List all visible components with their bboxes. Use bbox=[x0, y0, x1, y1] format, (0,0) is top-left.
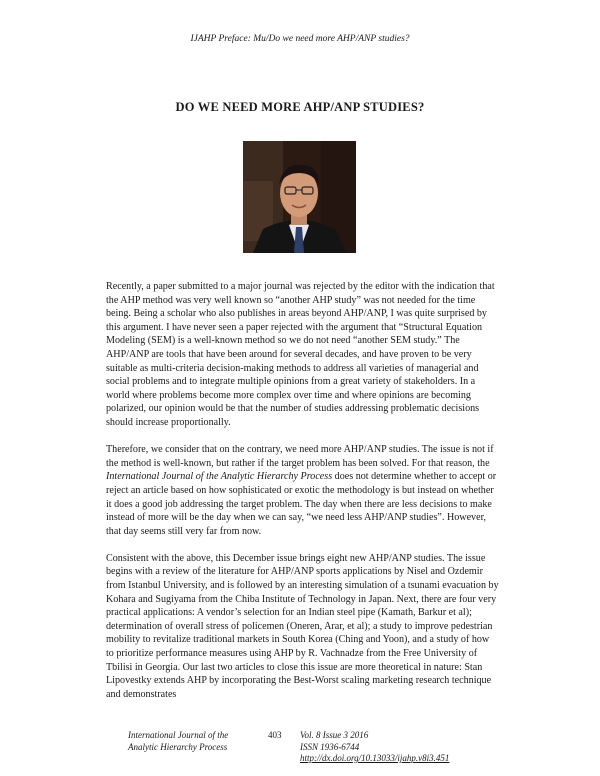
doi-link[interactable]: http://dx.doi.org/10.13033/ijahp.v8i3.451 bbox=[300, 753, 450, 763]
footer-journal-line1: International Journal of the bbox=[128, 730, 229, 740]
paragraph-2-part-a: Therefore, we consider that on the contrary, we need more AHP/ANP studies. The issue is not if the method is well-known, but rather if the target problem has been solved. For that reason, the bbox=[106, 444, 494, 469]
footer-volume-info bbox=[300, 730, 449, 765]
page-footer bbox=[0, 730, 600, 770]
paragraph-1: Recently, a paper submitted to a major journal was rejected by the editor with the indication that the AHP method was very well known so “another AHP study” was not needed for the time being. Being a scholar who also publishes in areas beyond AHP/ANP, I was quite surprised by this argument. I have never seen a paper rejected with the argument that “Structural Equation Modeling (SEM) is a well-known method so we do not need “another SEM study.” The AHP/ANP are tools that have been around for several decades, and have proven to be very suitable as multi-criteria decision-making methods to address all varieties of managerial and social problems and to integrate multiple opinions from a great variety of stakeholders. In a world where problems become more complex over time and where opinions are becoming polarized, our opinion would be that the number of studies addressing problematic decisions should increase proportionally. bbox=[106, 281, 495, 428]
journal-name: International Journal of the Analytic Hierarchy Process bbox=[106, 471, 333, 483]
footer-journal bbox=[128, 730, 228, 753]
paragraph-3: Consistent with the above, this December issue brings eight new AHP/ANP studies. The issue begins with a review of the literature for AHP/ANP sports applications by Nisel and Ozdemir from Istanbul University, and is followed by an interesting simulation of a tsunami evacuation by Kohara and Sugiyama from the Chiba Institute of Technology in Japan. Next, there are four very practical applications: A vendor’s selection for an Indian steel pipe (Kamath, Barkur et al); determination of overall stress of policemen (Oneren, Arar, et al); a study to improve pedestrian mobility to revitalize traditional markets in South Korea (Ching and Yoon), and a study of how to prioritize performance measures using AHP by R. Vachnadze from the Free University of Tbilisi in Georgia. Our last two articles to close this issue are more theoretical in nature: Stan Lipovestky extends AHP by incorporating the Best-Worst scaling marketing research technique and demonstrates bbox=[106, 552, 499, 700]
footer-journal-line2: Analytic Hierarchy Process bbox=[128, 741, 228, 752]
article-body bbox=[106, 280, 499, 715]
author-portrait-icon bbox=[243, 141, 356, 253]
footer-issn: ISSN 1936-6744 bbox=[300, 741, 360, 752]
running-header: IJAHP Preface: Mu/Do we need more AHP/ANP studies? bbox=[190, 34, 410, 44]
paragraph-2-part-b: does not determine whether to accept or reject an article based on how sophisticated or exotic the methodology is but instead on whether it does a good job addressing the target problem. The day when there are less decisions to make instead of more will be the day when we can say, “we need less AHP/ANP studies”. However, that day seems still very far from now. bbox=[106, 471, 497, 537]
footer-volume: Vol. 8 Issue 3 2016 bbox=[300, 730, 369, 740]
paragraph-2 bbox=[106, 443, 499, 538]
article-title: DO WE NEED MORE AHP/ANP STUDIES? bbox=[175, 100, 425, 114]
page-number: 403 bbox=[268, 730, 282, 740]
